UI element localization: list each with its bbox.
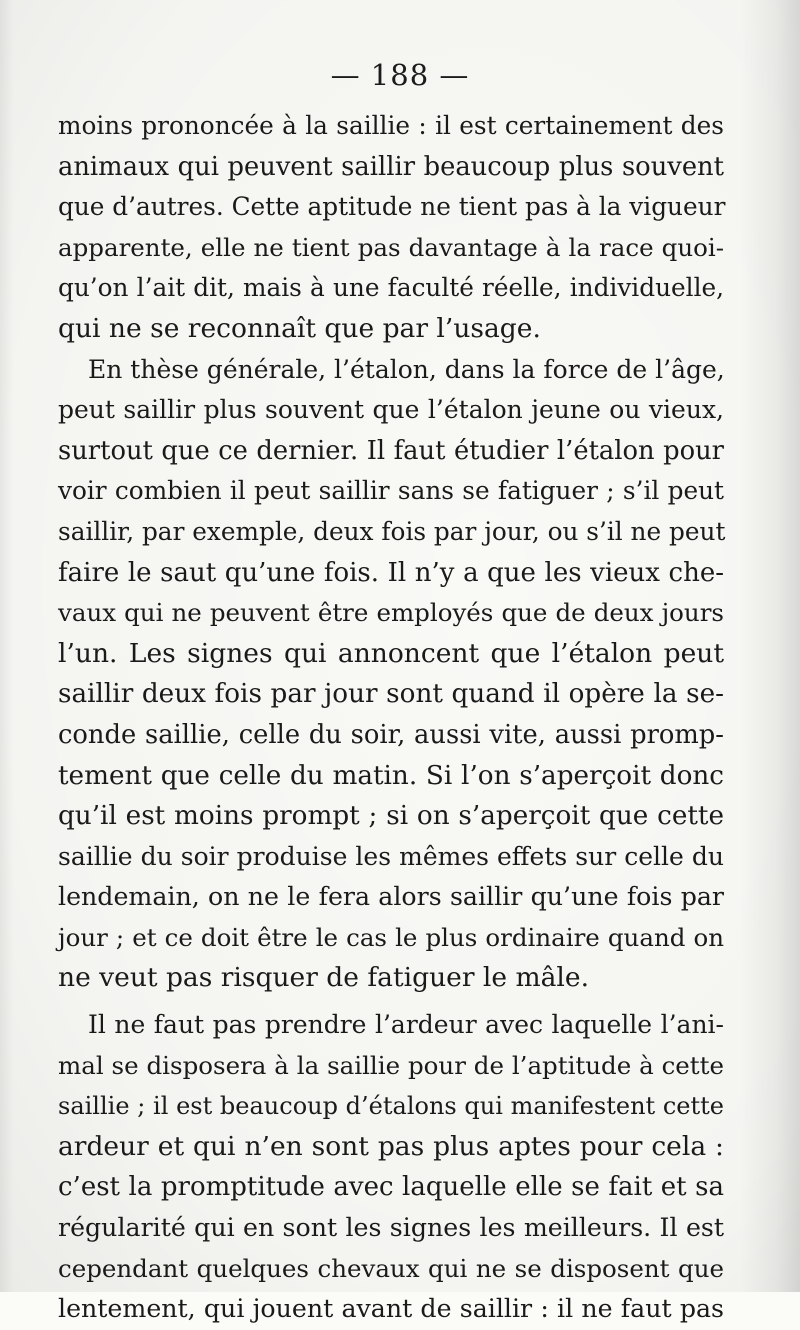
text-line: voir combien il peut saillir sans se fatiguer ; s’il peut (58, 476, 724, 506)
text-line: c’est la promptitude avec laquelle elle se fait et sa (58, 1172, 724, 1203)
text-line: apparente, elle ne tient pas davantage à la race quoi- (58, 232, 724, 262)
text-line: lentement, qui jouent avant de saillir : il ne faut pas (58, 1294, 724, 1324)
text-line: lendemain, on ne le fera alors saillir qu’une fois par (58, 882, 724, 912)
text-line: En thèse générale, l’étalon, dans la force de l’âge, (88, 354, 725, 384)
text-line: ardeur et qui n’en sont pas plus aptes pour cela : (58, 1130, 724, 1162)
body-text (58, 106, 724, 1330)
text-line: que d’autres. Cette aptitude ne tient pas à la vigueur (58, 192, 726, 222)
text-line: Il ne faut pas prendre l’ardeur avec laquelle l’ani- (88, 1010, 724, 1040)
page-left-edge (0, 0, 14, 1292)
text-line: saillie du soir produise les mêmes effets sur celle du (58, 841, 724, 871)
text-line: jour ; et ce doit être le cas le plus ordinaire quand on (58, 922, 724, 952)
text-line: animaux qui peuvent saillir beaucoup plus souvent (58, 151, 724, 182)
text-line: tement que celle du matin. Si l’on s’aperçoit donc (58, 760, 724, 791)
text-line: vaux qui ne peuvent être employés que de deux jours (58, 598, 724, 628)
text-line: faire le saut qu’une fois. Il n’y a que les vieux che- (58, 557, 724, 588)
page-number: — 188 — (330, 58, 470, 92)
text-line: mal se disposera à la saillie pour de l’aptitude à cette (58, 1050, 724, 1080)
text-line: surtout que ce dernier. Il faut étudier l’étalon pour (58, 435, 724, 466)
page-gutter-shadow (740, 0, 800, 1292)
text-line: qui ne se reconnaît que par l’usage. (58, 312, 541, 344)
text-line: conde saillie, celle du soir, aussi vite, aussi promp- (58, 719, 724, 750)
text-line: peut saillir plus souvent que l’étalon jeune ou vieux, (58, 395, 724, 425)
text-line: régularité qui en sont les signes les meilleurs. Il est (58, 1213, 724, 1243)
text-line: cependant quelques chevaux qui ne se disposent que (58, 1253, 724, 1283)
text-line: l’un. Les signes qui annoncent que l’étalon peut (58, 637, 724, 669)
text-line: qu’il est moins prompt ; si on s’aperçoit que cette (58, 801, 724, 832)
text-line: saillie ; il est beaucoup d’étalons qui manifestent cette (58, 1092, 724, 1121)
text-line: ne veut pas risquer de fatiguer le mâle. (58, 962, 589, 994)
text-line: qu’on l’ait dit, mais à une faculté réelle, individuelle, (58, 273, 724, 303)
text-line: moins prononcée à la saillie : il est certainement des (58, 111, 724, 140)
text-line: saillir deux fois par jour sont quand il opère la se- (58, 679, 724, 710)
text-line: saillir, par exemple, deux fois par jour, ou s’il ne peut (58, 516, 726, 546)
